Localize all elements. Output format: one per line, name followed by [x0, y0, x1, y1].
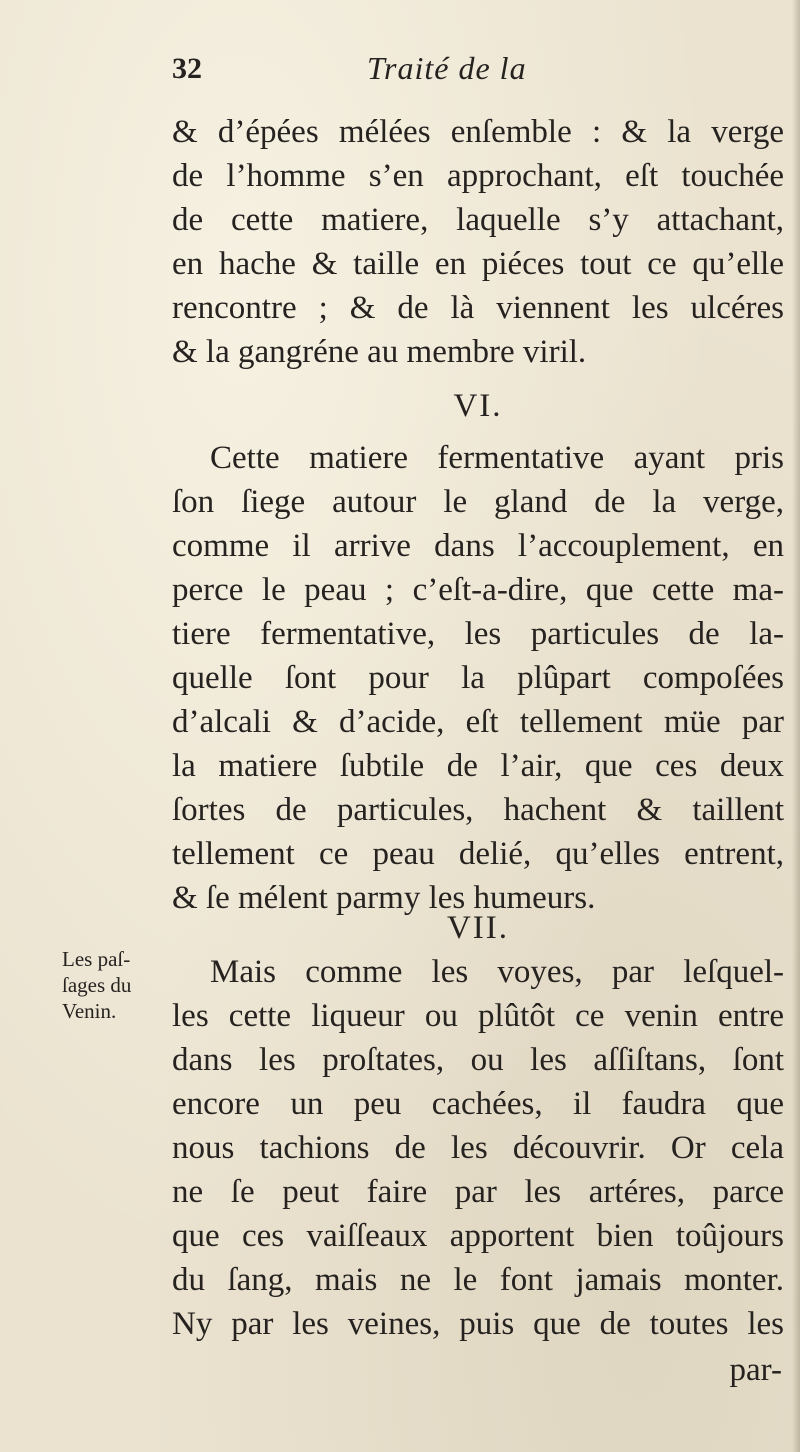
text-line: tellement ce peau delié, qu’elles entrent, — [172, 836, 784, 872]
catchword: par- — [729, 1352, 782, 1388]
margin-note — [62, 946, 172, 1024]
text-line: quelle ſont pour la plûpart compoſées — [172, 660, 784, 696]
margin-note-line: Les paſ- — [62, 947, 131, 971]
margin-note-line: Venin. — [62, 999, 117, 1023]
text-line: Mais comme les voyes, par leſquel- — [210, 954, 784, 990]
text-line: d’alcali & d’acide, eſt tellement müe par — [172, 704, 784, 740]
margin-note-line: ſages du — [62, 973, 132, 997]
text-line: & ſe mélent parmy les humeurs. — [172, 880, 596, 916]
section-heading-vi: VI. — [453, 388, 503, 424]
text-line: perce le peau ; c’eſt-a-dire, que cette ma- — [172, 572, 784, 608]
text-line: & d’épées mélées enſemble : & la verge — [172, 114, 784, 150]
page-header — [172, 52, 772, 96]
text-line: ſon ſiege autour le gland de la verge, — [172, 484, 784, 520]
running-title: Traité de la — [367, 50, 527, 86]
text-line: ne ſe peut faire par les artéres, parce — [172, 1174, 784, 1210]
text-line: de cette matiere, laquelle s’y attachant, — [172, 202, 784, 238]
text-line: les cette liqueur ou plûtôt ce venin entre — [172, 998, 784, 1034]
text-line: du ſang, mais ne le font jamais monter. — [172, 1262, 784, 1298]
text-line: nous tachions de les découvrir. Or cela — [172, 1130, 784, 1166]
text-line: de l’homme s’en approchant, eſt touchée — [172, 158, 784, 194]
text-line: en hache & taille en piéces tout ce qu’elle — [172, 246, 784, 282]
text-line: encore un peu cachées, il faudra que — [172, 1086, 784, 1122]
section-heading-vii: VII. — [446, 910, 510, 946]
text-line: tiere fermentative, les particules de la- — [172, 616, 784, 652]
text-line: & la gangréne au membre viril. — [172, 334, 587, 370]
text-line: dans les proſtates, ou les aſſiſtans, ſont — [172, 1042, 784, 1078]
text-line: la matiere ſubtile de l’air, que ces deux — [172, 748, 784, 784]
text-line: comme il arrive dans l’accouplement, en — [172, 528, 784, 564]
text-line: Ny par les veines, puis que de toutes les — [172, 1306, 784, 1342]
text-line: Cette matiere fermentative ayant pris — [210, 440, 784, 476]
page-edge-shadow — [792, 0, 800, 1452]
text-line: que ces vaiſſeaux apportent bien toûjours — [172, 1218, 784, 1254]
text-line: ſortes de particules, hachent & taillent — [172, 792, 784, 828]
text-line: rencontre ; & de là viennent les ulcéres — [172, 290, 784, 326]
page-number: 32 — [172, 52, 202, 85]
